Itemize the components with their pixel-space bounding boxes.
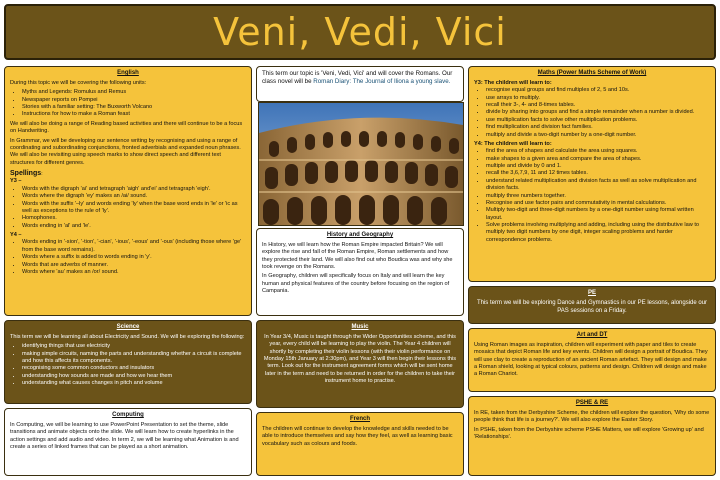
computing-panel xyxy=(4,408,252,476)
art-text: Using Roman images as inspiration, children will experiment with paper and tiles to create mosaics that depict Roman life and key events. Children will design a portrait of Boudica. They will use clay to create a reproduction of an ancient Roman artefact. They will design and make a Roman shield, looking at typical colours, patterns and design. Children will design and make a Roman Chariot. xyxy=(474,341,708,378)
list-item: • Myths and Legends: Romulus and Remus xyxy=(22,89,246,96)
list-item: • understanding what causes changes in pitch and volume xyxy=(22,380,246,387)
re-text: In RE, taken from the Derbyshire Scheme, the children will explore the question, 'Why do some people think that life is a journey?'. We will also explore the Easter Story. xyxy=(474,409,710,424)
list-item: • multiply three numbers together. xyxy=(486,193,710,200)
pshe-text: In PSHE, taken from the Derbyshire scheme PSHE Matters, we will explore 'Growing up' and 'Relationships'. xyxy=(474,426,704,441)
list-item: • Words that are adverbs of manner. xyxy=(22,262,246,269)
class-novel: Roman Diary: The Journal of Iliona a young slave. xyxy=(313,78,451,86)
list-item: • Words ending in 'al' and 'le'. xyxy=(22,223,246,230)
list-item: • Stories with a familiar setting: The Buxworth Volcano xyxy=(22,104,246,111)
list-item: • Instructions for how to make a Roman feast xyxy=(22,111,246,118)
pshe-panel xyxy=(468,396,716,476)
list-item: • recall their 3-, 4- and 8-times tables. xyxy=(486,102,710,109)
list-item: • find the area of shapes and calculate the area using squares. xyxy=(486,148,710,155)
list-item: • divide by sharing into groups and find a simple remainder when a number is divided. xyxy=(486,109,710,116)
geography-para: In Geography, children will specifically focus on Italy and will learn the key human and physical features of the country before focusing on the region of Campania. xyxy=(262,273,450,295)
list-item: • Newspaper reports on Pompei xyxy=(22,97,246,104)
spellings-y4-label: Y4 – xyxy=(10,232,22,239)
list-item: • Words with the suffix '–ly' and words ending 'ly' when the base word ends in 'le' or 'ic as well as exceptions to the rule of 'ly'. xyxy=(22,201,246,216)
art-panel xyxy=(468,328,716,392)
history-para: In History, we will learn how the Roman Empire impacted Britain? We will explore the rise and fall of the Roman Empire, Roman settlements and how they protected their land. We will also find out who Boudica was and why she took revenge on the Romans. xyxy=(262,241,453,271)
list-item: • Homophones. xyxy=(22,215,246,222)
history-heading: History and Geography xyxy=(326,232,394,238)
pe-panel xyxy=(468,286,716,324)
maths-heading: Maths (Power Maths Scheme of Work) xyxy=(537,70,647,76)
list-item: • Words where the digraph 'ey' makes an /ai/ sound. xyxy=(22,193,246,200)
english-para-grammar: In Grammar, we will be developing our sentence writing by recognising and using a range of coordinating and subordinating conjunctions, fronted adverbials and expanded noun phrases. We will also be revisiting using speech marks to show direct speech and different text structures for different genres. xyxy=(10,137,241,166)
list-item: • recall the 3,6,7,9, 11 and 12 times tables. xyxy=(486,170,710,177)
english-panel: English During this topic we will be covering the following units: • Myths and Legends: Romulus and Remus • Newspaper reports on Pompei • Stories with a familiar setting: The Buxworth Volcano • Instructions for how to make a Roman feast We will also be doing a range of Reading based activities and there will continue to be a focus on Handwriting. In Grammar, we will be developing our sentence writing by recognising and using a range of coordinating and subordinating conjunctions, fronted adverbials and expanded noun phrases. We will also be revisiting using speech marks to show direct speech and different text structures for different genres. Spellings: Y3 – • Words with the digraph 'ai' and tetragraph 'aigh' and'ei' and tetragraph 'eigh'. • Words where the digraph 'ey' makes an /ai/ sound. • Words with the suffix '–ly' and words ending 'ly' when the base word ends in 'le' or 'ic as well as exceptions to the rule of 'ly'. • Homophones. • Words ending in 'al' and 'le'. Y4 – • Words ending in '-sion', '-tion', '-cian', '-ious', '-eous' and '-ous' (including those where 'ge' from the base word remains). • Words where a suffix is added to words ending in 'y'. • Words that are adverbs of manner. • Words where 'au' makes an /or/ sound. xyxy=(4,66,252,316)
spellings-y3-list xyxy=(10,186,246,230)
list-item: • Words where a suffix is added to words ending in 'y'. xyxy=(22,254,246,261)
computing-text: In Computing, we will be learning to use PowerPoint Presentation to set the theme, slide transitions and animate objects onto the slide. We will learn how to create hyperlinks in the action settings and add audio and video. In term 2, we will be learning what Animation is and create a series of linked frames that can be played as a short animation. xyxy=(10,421,239,451)
english-heading: English xyxy=(117,70,139,76)
pshe-heading: PSHE & RE xyxy=(575,400,609,406)
spellings-y4-list xyxy=(10,239,246,276)
list-item: • Recognise and use factor pairs and commutativity in mental calculations. xyxy=(486,200,710,207)
topic-text: This term our topic is 'Veni, Vedi, Vici' and will cover the Romans. Our class novel will be xyxy=(262,70,453,86)
english-units-list xyxy=(10,89,246,119)
science-panel xyxy=(4,320,252,404)
list-item: • understand related multiplication and division facts as well as solve multiplication and division facts. xyxy=(486,178,710,193)
french-panel xyxy=(256,412,464,476)
maths-y3-label: Y3: The children will learn to: xyxy=(474,79,552,86)
science-list xyxy=(10,343,246,387)
maths-y4-list xyxy=(474,148,710,244)
list-item: • make shapes to a given area and compare the area of shapes. xyxy=(486,156,710,163)
english-para-reading: We will also be doing a range of Reading based activities and there will continue to be a focus on Handwriting. xyxy=(10,120,243,135)
history-panel xyxy=(256,228,464,316)
page-title: Veni, Vedi, Vici xyxy=(213,10,507,54)
list-item: • understanding how sounds are made and how we hear them xyxy=(22,373,246,380)
science-heading: Science xyxy=(116,324,140,330)
list-item: • recognise equal groups and find multiples of 2, 5 and 10s. xyxy=(486,87,710,94)
art-heading: Art and DT xyxy=(576,332,608,338)
pe-heading: PE xyxy=(587,290,596,296)
maths-panel xyxy=(468,66,716,282)
list-item: • Words ending in '-sion', '-tion', '-cian', '-ious', '-eous' and '-ous' (including those where 'ge' from the base word remains). xyxy=(22,239,246,254)
list-item: • use multiplication facts to solve other multiplication problems. xyxy=(486,117,710,124)
title-banner xyxy=(4,4,716,60)
list-item: • recognising some common conductors and insulators xyxy=(22,365,246,372)
spellings-y3-label: Y3 – xyxy=(10,178,22,185)
music-panel xyxy=(256,320,464,408)
list-item: • find multiplication and division fact families. xyxy=(486,124,710,131)
science-intro: This term we will be learning all about Electricity and Sound. We will be exploring the following: xyxy=(10,333,245,340)
list-item: • Multiply two-digit and three-digit numbers by a one-digit number using formal written layout. xyxy=(486,207,710,222)
list-item: • use arrays to multiply. xyxy=(486,95,710,102)
french-heading: French xyxy=(349,416,370,422)
spellings-heading: Spellings xyxy=(10,170,42,178)
list-item: • multiply and divide a two-digit number by a one-digit number. xyxy=(486,132,710,139)
french-text: The children will continue to develop the knowledge and skills needed to be able to introduce themselves and say how they feel, as well as learning basic vocabulary such as colours and foods. xyxy=(262,425,453,447)
list-item: • Words where 'au' makes an /or/ sound. xyxy=(22,269,246,276)
list-item: • identifying things that use electricity xyxy=(22,343,246,350)
list-item: • multiple and divide by 0 and 1. xyxy=(486,163,710,170)
music-text: In Year 3/4, Music is taught through the Wider Opportunities scheme, and this year, every child will be learning to play the violin. The Year 4 children will shortly by completing their violin lessons (with their violin performance on Monday 15th January at 2:30pm), and Year 3 will then begin their lessons this term. Look out for the instrument agreement forms which will be sent home later in the term and need to be returned in order for the children to take their instrument home to practise. xyxy=(263,333,457,385)
music-heading: Music xyxy=(351,324,369,330)
pe-text: This term we will be exploring Dance and Gymnastics in our PE lessons, alongside our PAS sessions on a Friday. xyxy=(476,299,708,314)
maths-y3-list xyxy=(474,87,710,139)
computing-heading: Computing xyxy=(112,412,144,418)
maths-y4-label: Y4: The children will learn to: xyxy=(474,140,552,147)
english-intro: During this topic we will be covering the following units: xyxy=(10,79,147,86)
list-item: • making simple circuits, naming the parts and understanding whether a circuit is complete and how this affects its components. xyxy=(22,351,246,366)
topic-panel xyxy=(256,66,464,102)
colosseum-image xyxy=(258,102,464,226)
list-item: • Solve problems involving multiplying and adding, including using the distributive law to multiply two digit numbers by one digit, integer scaling problems and harder correspondence problems. xyxy=(486,222,710,244)
list-item: • Words with the digraph 'ai' and tetragraph 'aigh' and'ei' and tetragraph 'eigh'. xyxy=(22,186,246,193)
